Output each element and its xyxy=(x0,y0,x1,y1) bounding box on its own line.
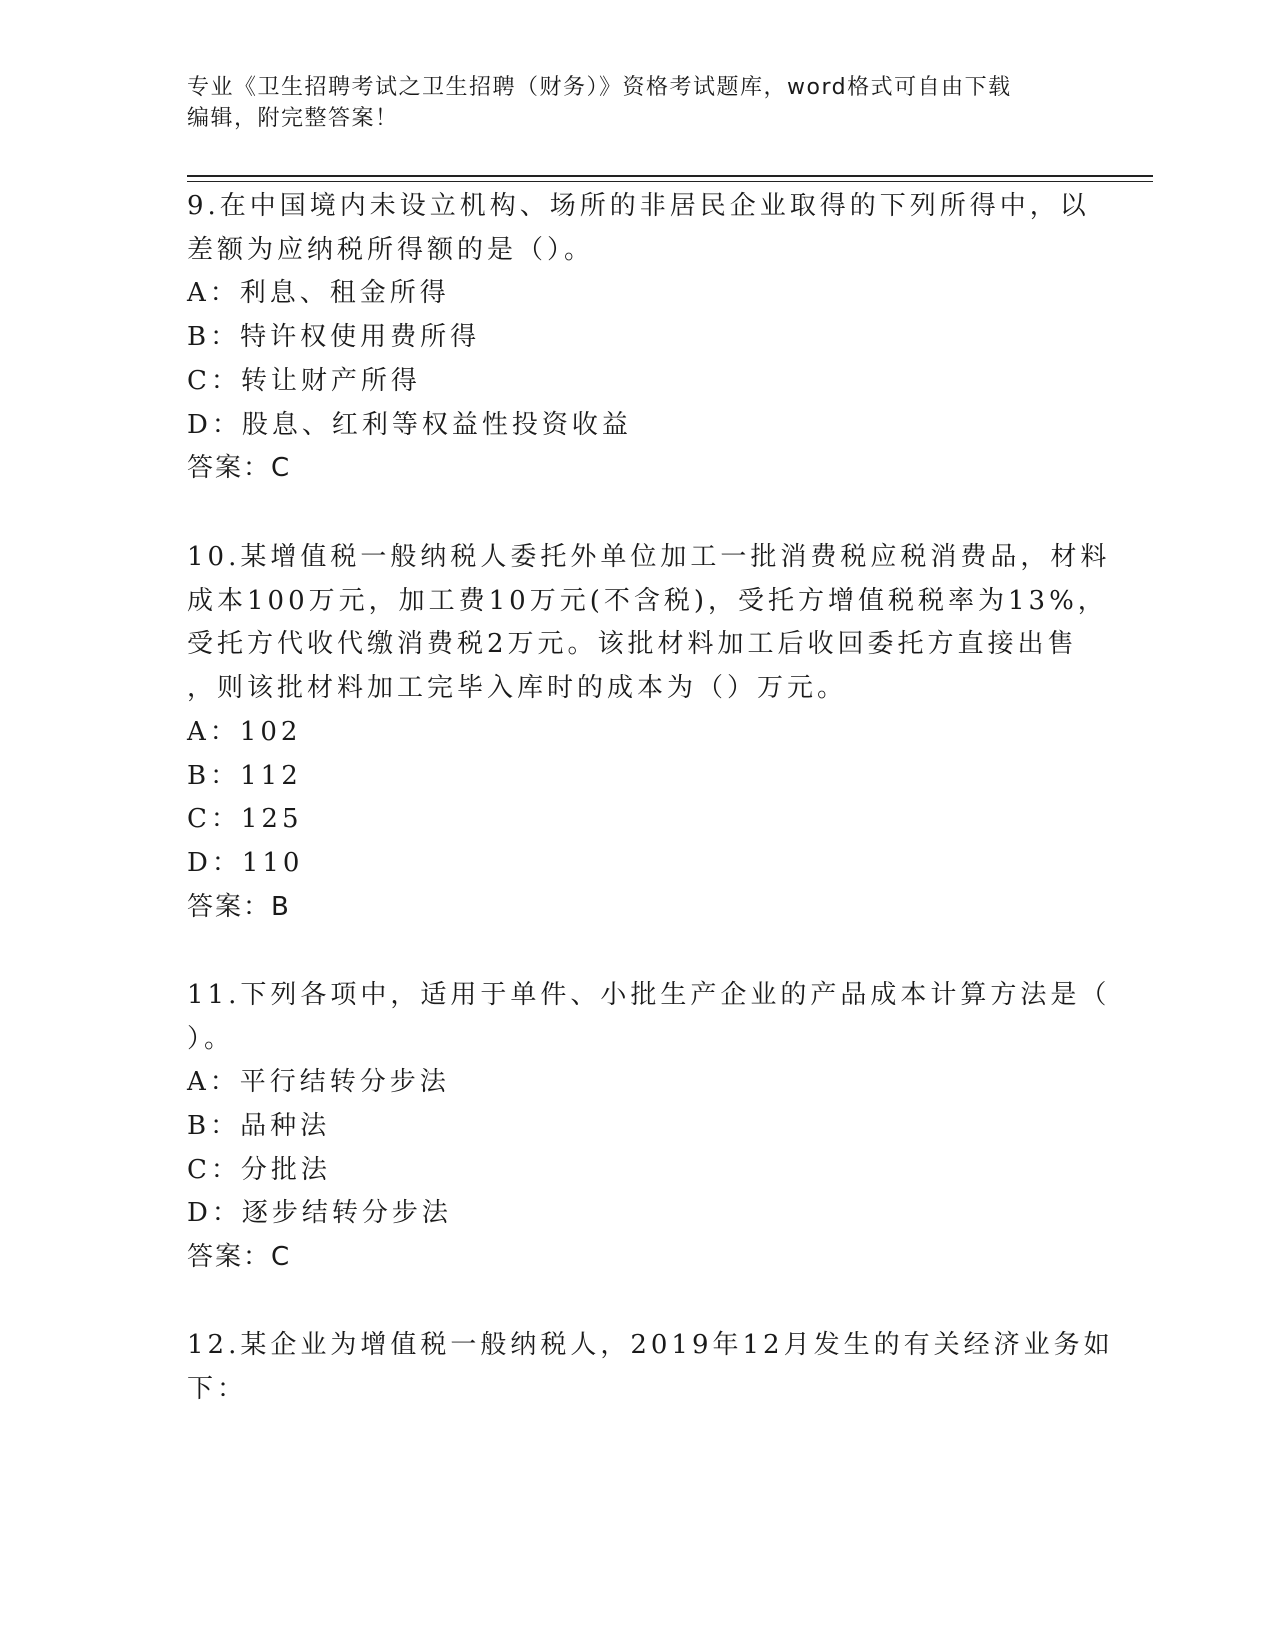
q11-option-c: C：分批法 xyxy=(187,1155,331,1185)
q12-stem-line-2: 下： xyxy=(187,1374,248,1404)
q10-answer: 答案：B xyxy=(187,892,291,922)
q9-stem-line-1: 9.在中国境内未设立机构、场所的非居民企业取得的下列所得中，以 xyxy=(187,191,1090,221)
header-divider-thin xyxy=(187,181,1153,182)
q9-option-a: A：利息、租金所得 xyxy=(187,278,450,308)
q11-stem-line-1: 11.下列各项中，适用于单件、小批生产企业的产品成本计算方法是（ xyxy=(187,980,1111,1010)
q10-option-c: C：125 xyxy=(187,804,303,834)
q12-stem-line-1: 12.某企业为增值税一般纳税人，2019年12月发生的有关经济业务如 xyxy=(187,1330,1114,1360)
q11-stem-line-2: ）。 xyxy=(187,1024,235,1054)
q9-option-c: C：转让财产所得 xyxy=(187,366,421,396)
q10-stem-line-2: 成本100万元，加工费10万元(不含税)，受托方增值税税率为13%， xyxy=(187,586,1108,616)
q9-answer: 答案：C xyxy=(187,453,292,483)
q10-option-b: B：112 xyxy=(187,761,302,791)
q9-option-b: B：特许权使用费所得 xyxy=(187,322,481,352)
q11-option-d: D：逐步结转分步法 xyxy=(187,1198,452,1228)
q10-option-d: D：110 xyxy=(187,848,304,878)
document-header xyxy=(187,72,1067,134)
q10-stem-line-4: ，则该批材料加工完毕入库时的成本为（）万元。 xyxy=(187,673,848,703)
q11-answer: 答案：C xyxy=(187,1242,292,1272)
q10-stem-line-3: 受托方代收代缴消费税2万元。该批材料加工后收回委托方直接出售 xyxy=(187,629,1078,659)
header-divider-thick xyxy=(187,175,1153,177)
q9-stem-line-2: 差额为应纳税所得额的是（）。 xyxy=(187,235,595,265)
q9-option-d: D：股息、红利等权益性投资收益 xyxy=(187,410,632,440)
q11-option-b: B：品种法 xyxy=(187,1111,331,1141)
q10-option-a: A：102 xyxy=(187,717,302,747)
q11-option-a: A：平行结转分步法 xyxy=(187,1067,450,1097)
header-line-2: 编辑，附完整答案！ xyxy=(187,106,399,131)
header-line-1: 专业《卫生招聘考试之卫生招聘（财务）》资格考试题库，word格式可自由下载 xyxy=(187,75,1012,100)
q10-stem-line-1: 10.某增值税一般纳税人委托外单位加工一批消费税应税消费品，材料 xyxy=(187,542,1111,572)
